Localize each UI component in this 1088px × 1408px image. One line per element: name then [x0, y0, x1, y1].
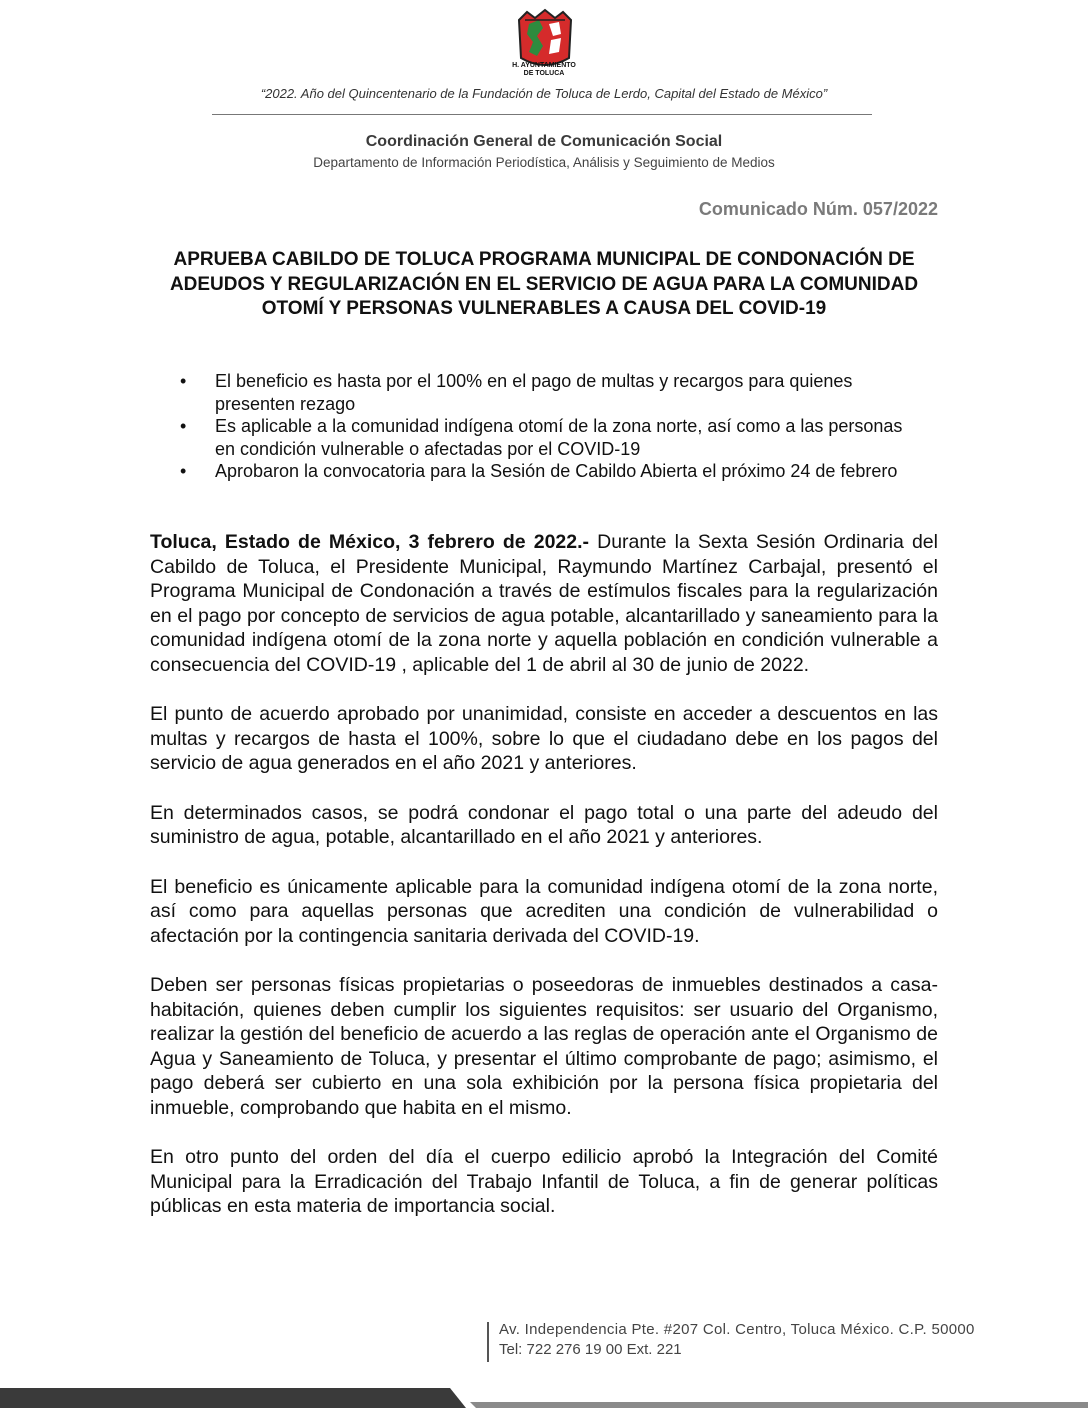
coordination-title: Coordinación General de Comunicación Social — [365, 133, 723, 150]
body-paragraph: El punto de acuerdo aprobado por unanimidad, consiste en acceder a descuentos en las multas y recargos de hasta el 100%, sobre lo que el ciudadano debe en los pagos del servicio de agua generados en el año 2021 y anteriores. — [150, 703, 938, 774]
body-paragraph-text: Durante la Sexta Sesión Ordinaria del Cabildo de Toluca, el Presidente Municipal, Raymundo Martínez Carbajal, presentó el Programa Municipal de Condonación a través de estímulos fiscales para la regularización en el pago por concepto de servicios de agua potable, alcantarillado y saneamiento para la comunidad indígena otomí de la zona norte y aquella población en condición vulnerable a consecuencia del COVID-19 , aplicable del 1 de abril al 30 de junio de 2022. — [150, 531, 938, 676]
dateline: Toluca, Estado de México, 3 febrero de 2022.- — [150, 531, 590, 553]
summary-bullet — [180, 370, 910, 415]
footer-address: Av. Independencia Pte. #207 Col. Centro, Toluca México. C.P. 50000 — [499, 1321, 975, 1338]
comunicado-number: Comunicado Núm. 057/2022 — [698, 199, 938, 219]
press-release-body — [150, 530, 938, 1244]
body-paragraph — [150, 530, 938, 677]
body-paragraph: En determinados casos, se podrá condonar el pago total o una parte del adeudo del suministro de agua, potable, alcantarillado en el año 2021 y anteriores. — [150, 801, 938, 848]
summary-bullet-text: Es aplicable a la comunidad indígena otomí de la zona norte, así como a las personas en condición vulnerable o afectadas por el COVID-19 — [215, 416, 903, 459]
body-paragraph: En otro punto del orden del día el cuerpo edilicio aprobó la Integración del Comité Municipal para la Erradicación del Trabajo Infantil de Toluca, a fin de generar políticas públicas en esta materia de importancia social. — [150, 1146, 938, 1217]
footer-phone: Tel: 722 276 19 00 Ext. 221 — [499, 1341, 682, 1358]
department-subtitle: Departamento de Información Periodística, Análisis y Seguimiento de Medios — [313, 155, 775, 170]
summary-bullet-list — [180, 370, 910, 483]
logo-caption-line1: H. AYUNTAMIENTO — [512, 62, 576, 69]
footer-divider — [487, 1322, 489, 1362]
body-paragraph: El beneficio es únicamente aplicable para la comunidad indígena otomí de la zona norte, así como para aquellas personas que acrediten una condición de vulnerabilidad o afectación por la contingencia sanitaria derivada del COVID-19. — [150, 875, 938, 947]
summary-bullet — [180, 460, 910, 483]
summary-bullet-text: Aprobaron la convocatoria para la Sesión de Cabildo Abierta el próximo 24 de febrero — [215, 461, 898, 481]
bullet-dot-icon: • — [180, 461, 187, 481]
year-slogan: “2022. Año del Quincentenario de la Fundación de Toluca de Lerdo, Capital del Estado de México” — [260, 86, 828, 101]
press-release-headline: APRUEBA CABILDO DE TOLUCA PROGRAMA MUNICIPAL DE CONDONACIÓN DE ADEUDOS Y REGULARIZACIÓN EN EL SERVICIO DE AGUA PARA LA COMUNIDAD OTOMÍ Y PERSONAS VULNERABLES A CAUSA DEL COVID-19 — [169, 249, 919, 319]
bullet-dot-icon: • — [180, 416, 187, 436]
summary-bullet-text: El beneficio es hasta por el 100% en el pago de multas y recargos para quienes presenten rezago — [215, 371, 853, 414]
summary-bullet — [180, 415, 910, 460]
footer-band — [0, 1388, 1088, 1408]
header-divider — [212, 114, 872, 115]
logo-caption — [492, 62, 596, 78]
logo-caption-line2: DE TOLUCA — [523, 70, 565, 77]
bullet-dot-icon: • — [180, 371, 187, 391]
body-paragraph: Deben ser personas físicas propietarias o poseedoras de inmuebles destinados a casa-habitación, quienes deben cumplir los siguientes requisitos: ser usuario del Organismo, realizar la gestión del beneficio de acuerdo a las reglas de operación ante el Organismo de Agua y Saneamiento de Toluca, y presentar el último comprobante de pago; asimismo, el pago deberá ser cubierto en una sola exhibición por la persona física propietaria del inmueble, comprobando que habita en el mismo. — [150, 974, 938, 1119]
